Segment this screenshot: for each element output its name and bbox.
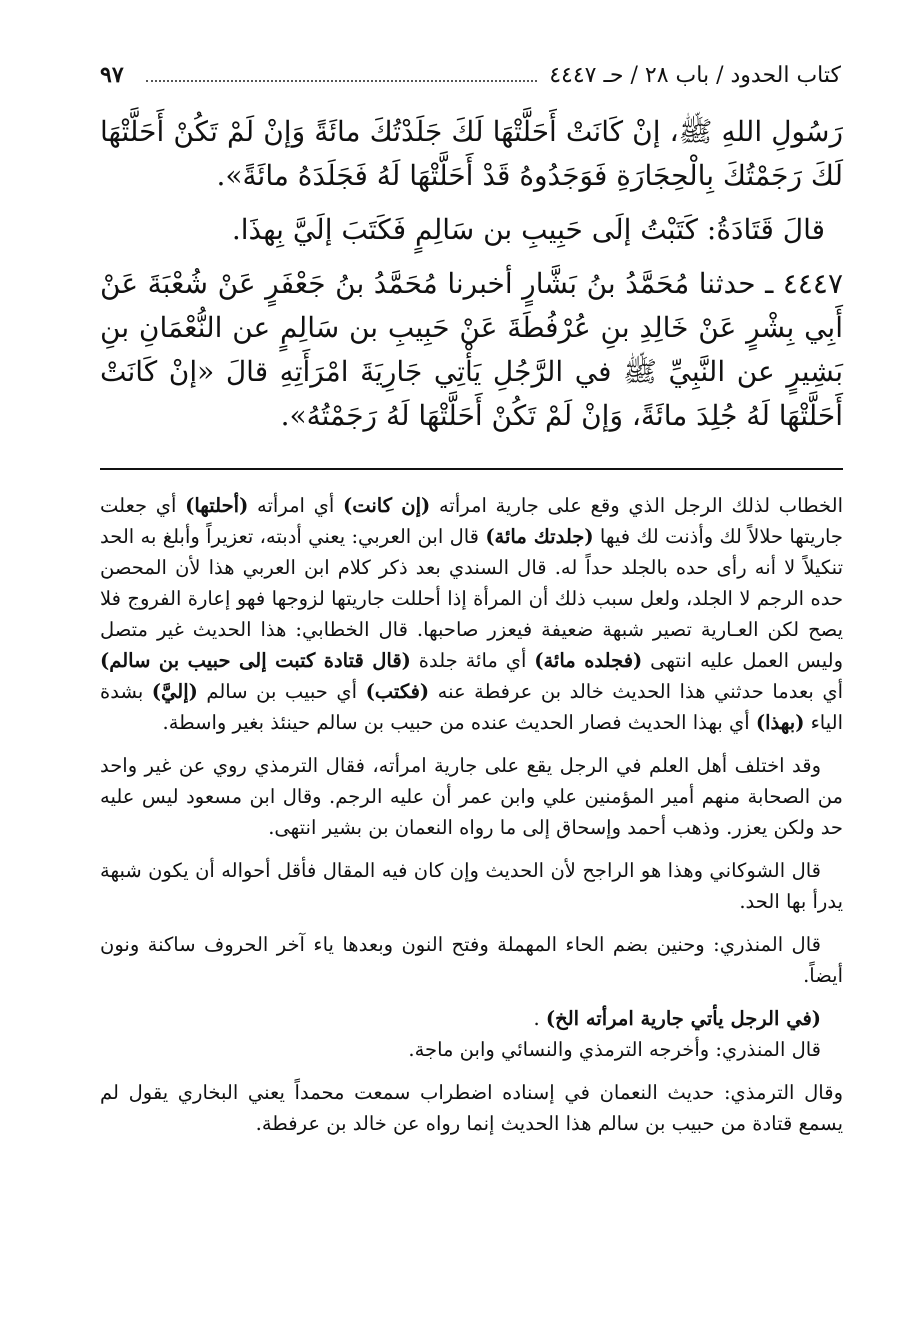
- commentary-paragraph: وقد اختلف أهل العلم في الرجل يقع على جارية امرأته، فقال الترمذي روي عن غير واحد من الصحابة منهم أمير المؤمنين علي وابن عمر أن عليه الرجم. وقال ابن مسعود ليس عليه حد ولكن يعزر. وذهب أحمد وإسحاق إلى ما رواه النعمان بن بشير انتهى.: [100, 754, 843, 839]
- commentary-paragraph: [100, 1003, 843, 1034]
- note-text: الخطاب لذلك الرجل الذي وقع على جارية امرأته: [438, 494, 843, 517]
- commentary-paragraph: وقال الترمذي: حديث النعمان في إسناده اضطراب سمعت محمداً يعني البخاري يقول لم يسمع قتادة من حبيب بن سالم هذا الحديث إنما رواه عن خالد بن عرفطة.: [100, 1081, 843, 1135]
- commentary-paragraph: قال المنذري: وحنين بضم الحاء المهملة وفتح النون وبعدها ياء آخر الحروف ساكنة ونون أيضاً.: [100, 933, 843, 987]
- note-text: أي جعلت جاريتها حلالاً لك وأذنت لك فيها: [100, 494, 843, 548]
- page-header: [100, 58, 841, 92]
- leader-dots: [146, 68, 538, 82]
- commentary-paragraph: قال المنذري: وأخرجه الترمذي والنسائي وابن ماجة.: [408, 1038, 821, 1061]
- note-text: أي حبيب بن سالم: [206, 680, 358, 703]
- note-lemma: (فجلده مائة): [534, 649, 643, 672]
- commentary: [100, 490, 843, 1151]
- note-text: .: [533, 1007, 540, 1030]
- note-lemma: (في الرجل يأتي جارية امرأته الخ): [545, 1007, 821, 1030]
- note-lemma: (جلدتك مائة): [485, 525, 594, 548]
- divider-line: [100, 468, 843, 470]
- note-text: أي مائة جلدة: [418, 649, 527, 672]
- note-lemma: (فكتب): [365, 680, 430, 703]
- commentary-paragraph: [100, 490, 843, 738]
- note-text: أي بعدما حدثني هذا الحديث خالد بن عرفطة عنه: [437, 680, 844, 703]
- hadith-text: [100, 110, 843, 448]
- note-lemma: (إن كانت): [343, 494, 431, 517]
- note-lemma: (إليَّ): [151, 680, 198, 703]
- note-text: أي بهذا الحديث فصار الحديث عنده من حبيب بن سالم حينئذ بغير واسطة.: [162, 711, 750, 734]
- note-text: بشدة الياء: [100, 680, 843, 734]
- note-lemma: (قال قتادة كتبت إلى حبيب بن سالم): [100, 649, 411, 672]
- hadith-paragraph: ٤٤٤٧ ـ حدثنا مُحَمَّدُ بنُ بَشَّارٍ أخبرنا مُحَمَّدُ بنُ جَعْفَرٍ عَنْ شُعْبَةَ عَنْ أَبِي بِشْرٍ عَنْ خَالِدِ بنِ عُرْفُطَةَ عَنْ حَبِيبِ بن سَالِمٍ عن النُّعْمَانِ بنِ بَشِيرٍ عن النَّبِيِّ ﷺ في الرَّجُلِ يَأْتِي جَارِيَةَ امْرَأَتِهِ قالَ «إنْ كَانَتْ أَحَلَّتْهَا لَهُ جُلِدَ مائَةً، وَإنْ لَمْ تَكُنْ أَحَلَّتْهَا لَهُ رَجَمْتُهُ».: [100, 267, 843, 432]
- running-title: كتاب الحدود / باب ٢٨ / حـ ٤٤٤٧: [549, 62, 841, 88]
- note-lemma: (بهذا): [755, 711, 805, 734]
- note-text: أي امرأته: [257, 494, 335, 517]
- hadith-paragraph: قالَ قَتَادَةُ: كَتَبْتُ إلَى حَبِيبِ بن سَالِمٍ فَكَتَبَ إلَيَّ بِهذَا.: [231, 213, 825, 246]
- hadith-paragraph: رَسُولِ اللهِ ﷺ، إنْ كَانَتْ أَحَلَّتْهَا لَكَ جَلَدْتُكَ مائَةً وَإنْ لَمْ تَكُنْ أَحَلَّتْهَا لَكَ رَجَمْتُكَ بِالْحِجَارَةِ فَوَجَدُوهُ قَدْ أَحَلَّتْهَا لَهُ فَجَلَدَهُ مائَةً».: [100, 115, 843, 192]
- note-lemma: (أحلتها): [185, 494, 249, 517]
- note-text: قال ابن العربي: يعني أدبته، تعزيراً وأبلغ به الحد تنكيلاً لا أنه رأى حده بالجلد حداً له. قال السندي بعد ذكر كلام ابن العربي هذا لأن المحصن حده الرجم لا الجلد، ولعل سبب ذلك أن المرأة إذا أحللت جاريتها لزوجها فهو إعارة الفروج فلا يصح لكن العـارية تصير شبهة ضعيفة فيعزر صاحبها. قال الخطابي: هذا الحديث غير متصل وليس العمل عليه انتهى: [100, 525, 843, 672]
- commentary-paragraph: قال الشوكاني وهذا هو الراجح لأن الحديث وإن كان فيه المقال فأقل أحواله أن يكون شبهة يدرأ بها الحد.: [100, 859, 843, 913]
- page-number: ٩٧: [100, 62, 124, 88]
